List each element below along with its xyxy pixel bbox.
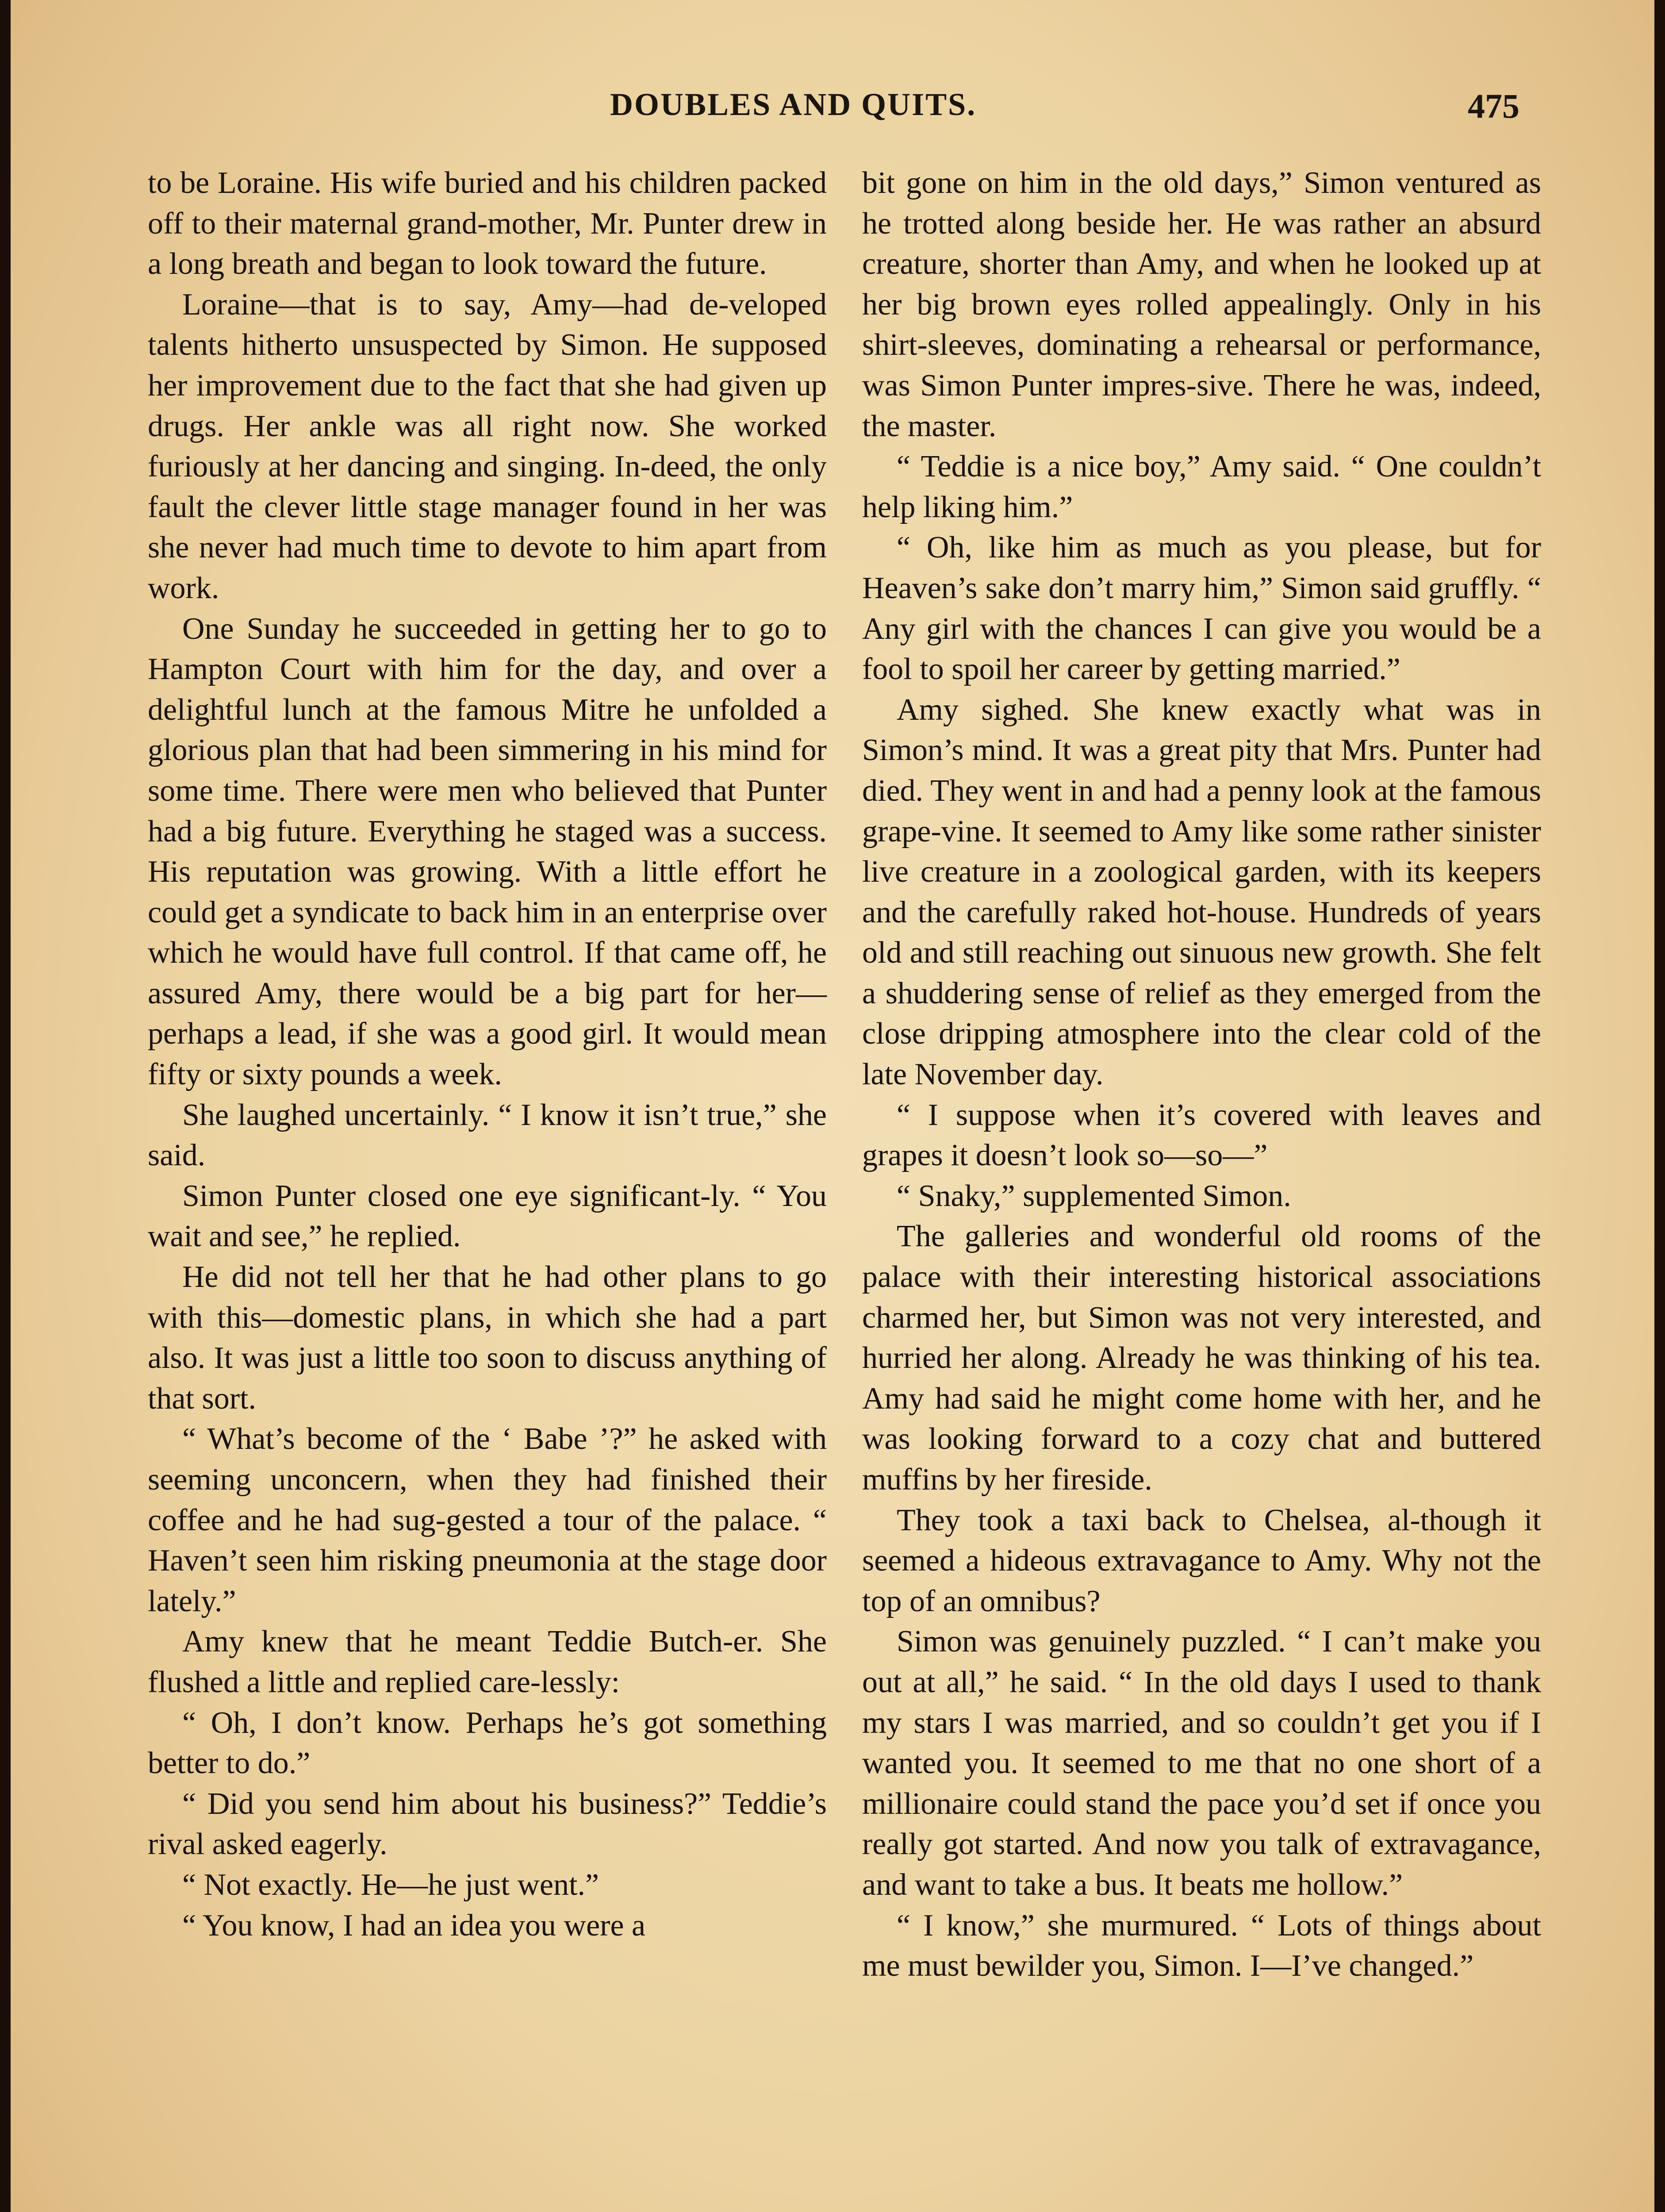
- paragraph: “ Oh, like him as much as you please, but for Heaven’s sake don’t marry him,” Simon said gruffly. “ Any girl with the chances I can give you would be a fool to spoil her career by getting married.”: [862, 530, 1541, 687]
- paragraph: “ What’s become of the ‘ Babe ’?” he asked with seeming unconcern, when they had finished their coffee and he had sug-gested a tour of the palace. “ Haven’t seen him risking pneumonia at the stage door lately.”: [148, 1422, 827, 1618]
- paragraph: “ You know, I had an idea you were a: [182, 1908, 646, 1943]
- paragraph: Amy sighed. She knew exactly what was in Simon’s mind. It was a great pity that Mrs. Punter had died. They went in and had a penny look at the famous grape-vine. It seemed to Amy like some rather sinister live creature in a zoological garden, with its keepers and the carefully raked hot-house. Hundreds of years old and still reaching out sinuous new growth. She felt a shuddering sense of relief as they emerged from the close dripping atmosphere into the clear cold of the late November day.: [862, 692, 1541, 1092]
- paragraph: They took a taxi back to Chelsea, al-though it seemed a hideous extravagance to Amy. Why not the top of an omnibus?: [862, 1503, 1541, 1618]
- paragraph: One Sunday he succeeded in getting her to go to Hampton Court with him for the day, and over a delightful lunch at the famous Mitre he unfolded a glorious plan that had been simmering in his mind for some time. There were men who believed that Punter had a big future. Everything he staged was a success. His reputation was growing. With a little effort he could get a syndicate to back him in an enterprise over which he would have full control. If that came off, he assured Amy, there would be a big part for her—perhaps a lead, if she was a good girl. It would mean fifty or sixty pounds a week.: [148, 611, 827, 1092]
- book-page: [11, 0, 1654, 2212]
- paragraph: “ Oh, I don’t know. Perhaps he’s got something better to do.”: [148, 1705, 827, 1781]
- paragraph: Simon Punter closed one eye significant-ly. “ You wait and see,” he replied.: [148, 1179, 827, 1254]
- paragraph: Amy knew that he meant Teddie Butch-er. She flushed a little and replied care-lessly:: [148, 1624, 827, 1699]
- paragraph: The galleries and wonderful old rooms of the palace with their interesting historical associations charmed her, but Simon was not very interested, and hurried her along. Already he was thinking of his tea. Amy had said he might come home with her, and he was looking forward to a cozy chat and buttered muffins by her fireside.: [862, 1219, 1541, 1497]
- paragraph: “ Teddie is a nice boy,” Amy said. “ One couldn’t help liking him.”: [862, 449, 1541, 524]
- paragraph: “ Snaky,” supplemented Simon.: [897, 1179, 1291, 1213]
- paragraph: He did not tell her that he had other plans to go with this—domestic plans, in which she had a part also. It was just a little too soon to discuss anything of that sort.: [148, 1260, 827, 1416]
- running-header: [11, 86, 1654, 135]
- paragraph: Loraine—that is to say, Amy—had de-veloped talents hitherto unsuspected by Simon. He supposed her improvement due to the fact that she had given up drugs. Her ankle was all right now. She worked furiously at her dancing and singing. In-deed, the only fault the clever little stage manager found in her was she never had much time to devote to him apart from work.: [148, 287, 827, 605]
- paragraph: Simon was genuinely puzzled. “ I can’t make you out at all,” he said. “ In the old days I used to thank my stars I was married, and so couldn’t get you if I wanted you. It seemed to me that no one short of a millionaire could stand the pace you’d set if once you really got started. And now you talk of extravagance, and want to take a bus. It beats me hollow.”: [862, 1624, 1541, 1902]
- paragraph: “ I know,” she murmured. “ Lots of things about me must bewilder you, Simon. I—I’ve changed.”: [862, 1908, 1541, 1983]
- left-column: [148, 163, 827, 1946]
- running-title: DOUBLES AND QUITS.: [610, 87, 977, 122]
- paragraph: “ I suppose when it’s covered with leaves and grapes it doesn’t look so—so—”: [862, 1098, 1541, 1173]
- paragraph: bit gone on him in the old days,” Simon ventured as he trotted along beside her. He was rather an absurd creature, shorter than Amy, and when he looked up at her big brown eyes rolled appealingly. Only in his shirt-sleeves, dominating a rehearsal or performance, was Simon Punter impres-sive. There he was, indeed, the master.: [862, 166, 1541, 443]
- paragraph: She laughed uncertainly. “ I know it isn’t true,” she said.: [148, 1098, 827, 1173]
- paragraph: to be Loraine. His wife buried and his children packed off to their maternal grand-mother, Mr. Punter drew in a long breath and began to look toward the future.: [148, 166, 827, 281]
- paragraph: “ Did you send him about his business?” Teddie’s rival asked eagerly.: [148, 1786, 827, 1862]
- paragraph: “ Not exactly. He—he just went.”: [182, 1867, 599, 1902]
- page-number: 475: [1468, 87, 1519, 125]
- right-column: [862, 163, 1541, 1986]
